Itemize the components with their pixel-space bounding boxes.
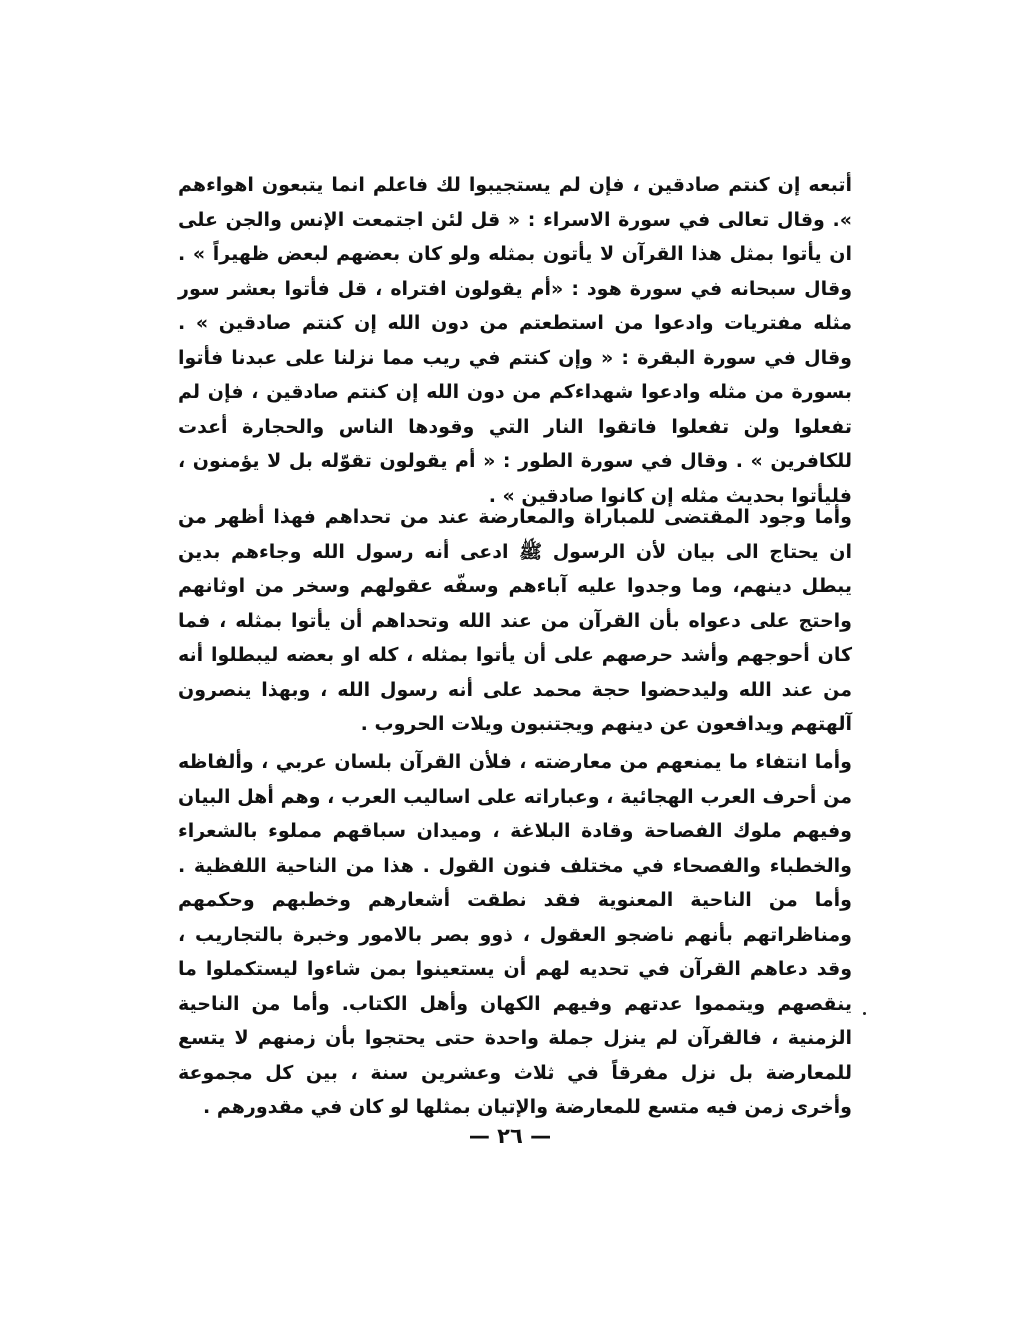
margin-speck: [863, 1012, 866, 1015]
page-number: — ٢٦ —: [468, 1124, 552, 1148]
paragraph-3: وأما انتفاء ما يمنعهم من معارضته ، فلأن القرآن بلسان عربي ، وألفاظه من أحرف العرب الهجائية ، وعباراته على اساليب العرب ، وهم أهل البيان وفيهم ملوك الفصاحة وقادة البلاغة ، وميدان سباقهم مملوء بالشعراء والخطباء والفصحاء في مختلف فنون القول . هذا من الناحية اللفظية . وأما من الناحية المعنوية فقد نطقت أشعارهم وخطبهم وحكمهم ومناظراتهم بأنهم ناضجو العقول ، ذوو بصر بالامور وخبرة بالتجاريب ، وقد دعاهم القرآن في تحديه لهم أن يستعينوا بمن شاءوا ليستكملوا ما ينقصهم ويتمموا عدتهم وفيهم الكهان وأهل الكتاب. وأما من الناحية الزمنية ، فالقرآن لم ينزل جملة واحدة حتى يحتجوا بأن زمنهم لا يتسع للمعارضة بل نزل مفرقاً في ثلاث وعشرين سنة ، بين كل مجموعة وأخرى زمن فيه متسع للمعارضة والإتيان بمثلها لو كان في مقدورهم .: [178, 751, 852, 1118]
paragraph-2: وأما وجود المقتضى للمباراة والمعارضة عند من تحداهم فهذا أظهر من ان يحتاج الى بيان لأن الرسول ﷺ ادعى أنه رسول الله وجاءهم بدين يبطل دينهم، وما وجدوا عليه آباءهم وسفّه عقولهم وسخر من اوثانهم واحتج على دعواه بأن القرآن من عند الله وتحداهم أن يأتوا بمثله ، فما كان أحوجهم وأشد حرصهم على أن يأتوا بمثله ، كله او بعضه ليبطلوا أنه من عند الله وليدحضوا حجة محمد على أنه رسول الله ، وبهذا ينصرون آلهتهم ويدافعون عن دينهم ويجتنبون ويلات الحروب .: [178, 506, 852, 735]
paragraph-1: أتبعه إن كنتم صادقين ، فإن لم يستجيبوا لك فاعلم انما يتبعون اهواءهم ». وقال تعالى في سورة الاسراء : « قل لئن اجتمعت الإنس والجن على ان يأتوا بمثل هذا القرآن لا يأتون بمثله ولو كان بعضهم لبعض ظهيراً » . وقال سبحانه في سورة هود : «أم يقولون افتراه ، قل فأتوا بعشر سور مثله مفتريات وادعوا من استطعتم من دون الله إن كنتم صادقين » . وقال في سورة البقرة : « وإن كنتم في ريب مما نزلنا على عبدنا فأتوا بسورة من مثله وادعوا شهداءكم من دون الله إن كنتم صادقين ، فإن لم تفعلوا ولن تفعلوا فاتقوا النار التي وقودها الناس والحجارة أعدت للكافرين » . وقال في سورة الطور : « أم يقولون تقوّله بل لا يؤمنون ، فليأتوا بحديث مثله إن كانوا صادقين » .: [178, 174, 852, 507]
